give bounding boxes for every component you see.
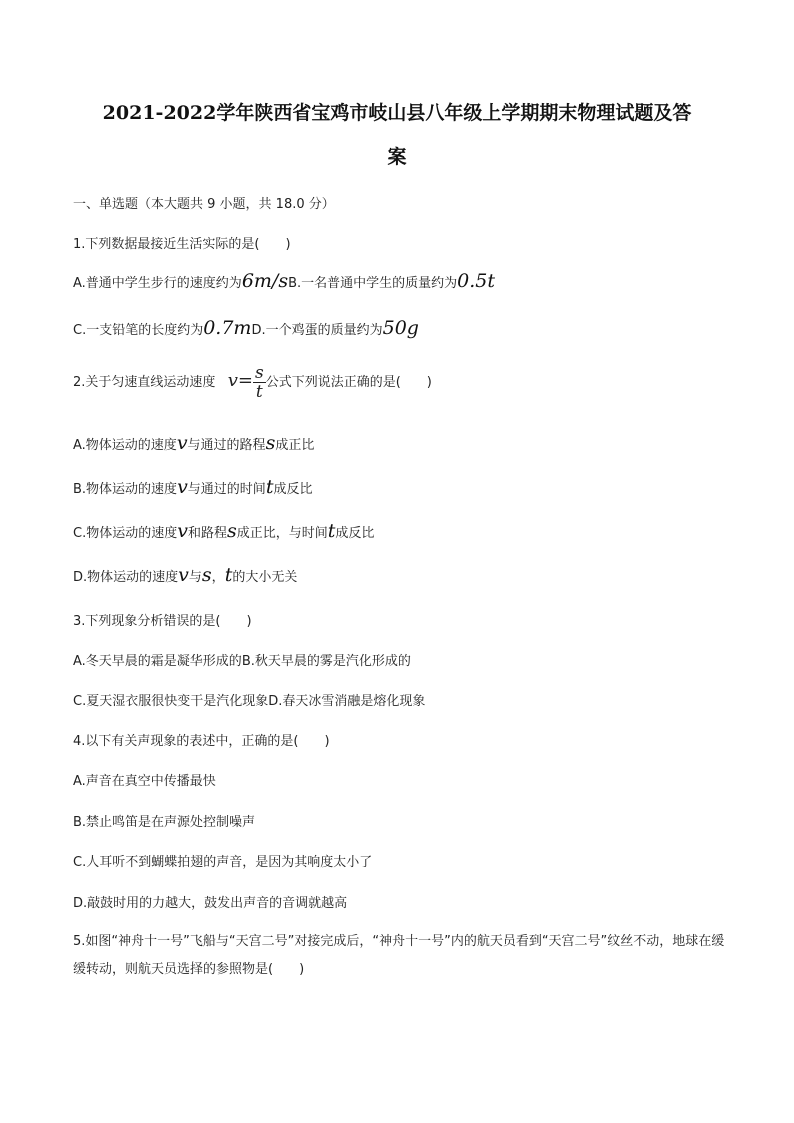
q2-opt-d-var2: s [201, 564, 212, 586]
q2-option-a [73, 432, 314, 454]
q2-stem-prefix: 2.关于匀速直线运动速度 [73, 375, 216, 390]
q2-stem [73, 364, 432, 401]
q2-opt-c-text3: 成正比，与时间 [236, 526, 328, 541]
q4-option-a: A.声音在真空中传播最快 [73, 774, 216, 789]
q2-opt-b-text2: 与通过的时间 [187, 482, 266, 497]
q4-stem: 4.以下有关声现象的表述中，正确的是( ) [73, 734, 330, 749]
q2-stem-suffix: 公式下列说法正确的是( ) [265, 375, 432, 390]
q3-options-row2 [73, 690, 425, 709]
q2-opt-b-text3: 成反比 [273, 482, 313, 497]
q4-option-d: D.敲鼓时用的力越大，鼓发出声音的音调就越高 [73, 896, 348, 911]
q2-opt-c-text1: C.物体运动的速度 [73, 526, 178, 541]
q2-opt-a-text3: 成正比 [275, 438, 315, 453]
q1-option-d-math: 50g [382, 317, 419, 339]
q2-opt-c-var1: v [177, 520, 188, 542]
q3-option-c: C.夏天湿衣服很快变干是汽化现象 [73, 694, 269, 709]
q2-opt-c-text2: 和路程 [187, 526, 227, 541]
q2-opt-c-var3: t [327, 520, 336, 542]
q1-option-b-math: 0.5t [457, 270, 495, 292]
doc-title-line2: 案 [387, 146, 407, 168]
q5-stem: 5.如图“神舟十一号”飞船与“天宫二号”对接完成后，“神舟十一号”内的航天员看到“天宫二号”纹丝不动，地球在缓缓转动，则航天员选择的参照物是( ) [73, 934, 725, 977]
q2-opt-a-var2: s [265, 432, 276, 454]
q3-option-b: B.秋天早晨的雾是汽化形成的 [241, 654, 411, 669]
q4-option-b: B.禁止鸣笛是在声源处控制噪声 [73, 815, 256, 830]
q4-option-c: C.人耳听不到蝴蝶拍翅的声音，是因为其响度太小了 [73, 855, 373, 870]
q1-option-b-label: B.一名普通中学生的质量约为 [288, 276, 458, 291]
q1-option-a-math: 6m/s [241, 270, 289, 292]
q1-options-row2 [73, 317, 419, 339]
q2-opt-d-text4: 的大小无关 [232, 570, 298, 585]
q2-formula-denominator: t [255, 382, 263, 402]
q2-opt-c-var2: s [226, 520, 237, 542]
q2-opt-d-var1: v [178, 564, 189, 586]
q2-opt-b-var1: v [177, 476, 188, 498]
q2-option-c [73, 520, 374, 542]
q2-option-d [73, 564, 297, 586]
q3-stem: 3.下列现象分析错误的是( ) [73, 614, 252, 629]
q2-opt-d-var3: t [224, 564, 233, 586]
q2-opt-a-text2: 与通过的路程 [187, 438, 266, 453]
q2-opt-b-var2: t [265, 476, 274, 498]
q2-opt-b-text1: B.物体运动的速度 [73, 482, 178, 497]
q2-formula-eq: = [237, 370, 253, 391]
q2-opt-c-text4: 成反比 [335, 526, 375, 541]
q2-formula-lhs: v [227, 370, 238, 391]
q2-opt-d-text1: D.物体运动的速度 [73, 570, 179, 585]
doc-title-line1: 2021-2022学年陕西省宝鸡市岐山县八年级上学期期末物理试题及答 [102, 102, 692, 124]
q1-option-c-math: 0.7m [203, 317, 252, 339]
q2-opt-d-text3: ， [211, 570, 225, 585]
q3-option-a: A.冬天早晨的霜是凝华形成的 [73, 654, 242, 669]
q2-formula-numerator: s [254, 363, 264, 383]
q1-stem: 1.下列数据最接近生活实际的是( ) [73, 237, 291, 252]
q2-formula-fraction [253, 364, 266, 401]
q2-option-b [73, 476, 312, 498]
q1-option-a-label: A.普通中学生步行的速度约为 [73, 276, 242, 291]
q1-options-row1 [73, 270, 495, 292]
q2-opt-a-text1: A.物体运动的速度 [73, 438, 177, 453]
section-heading: 一、单选题（本大题共 9 小题，共 18.0 分） [73, 197, 335, 212]
q1-option-c-label: C.一支铅笔的长度约为 [73, 323, 204, 338]
q2-opt-a-var1: v [176, 432, 188, 454]
q2-opt-d-text2: 与 [188, 570, 202, 585]
q3-option-d: D.春天冰雪消融是熔化现象 [268, 694, 426, 709]
q1-option-d-label: D.一个鸡蛋的质量约为 [251, 323, 383, 338]
q3-options-row1 [73, 650, 411, 669]
